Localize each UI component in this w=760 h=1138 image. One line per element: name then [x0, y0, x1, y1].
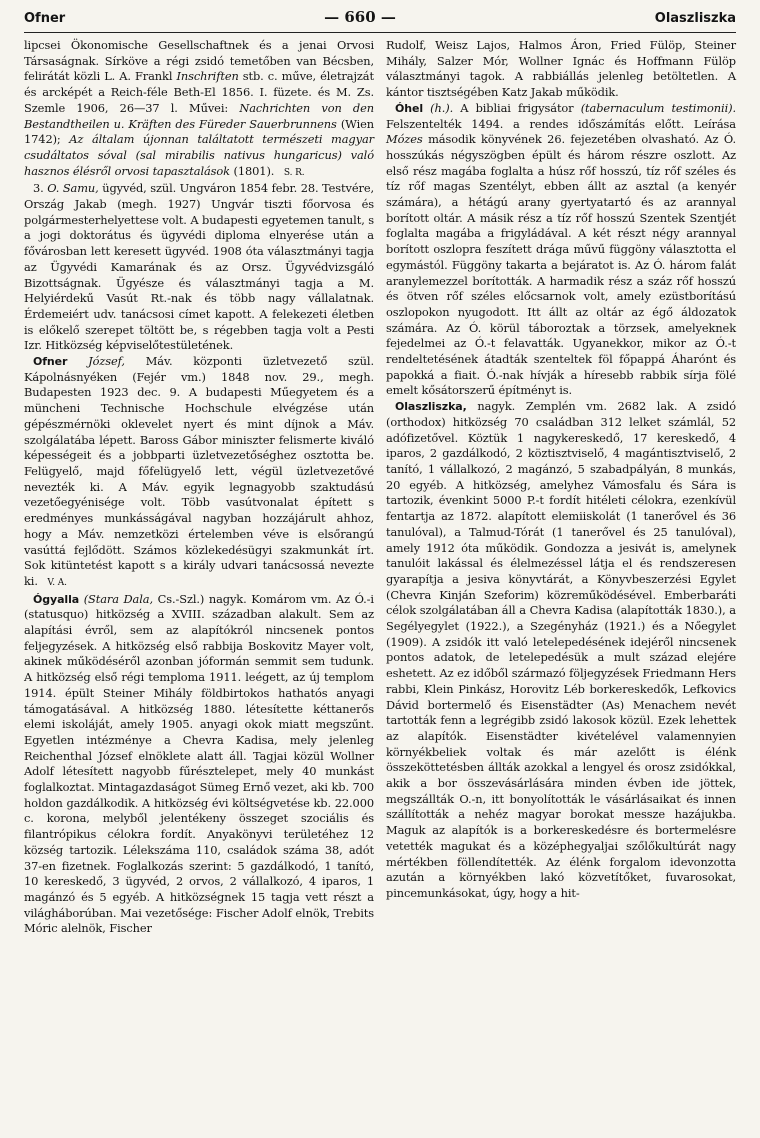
entry-text: Cs.-Szl.) nagyk. Komárom vm. Az Ó.-i (statusquo) hitközség a XVIII. században alakult. Sem az alapítási évről, sem az alapítókról nincsenek pontos feljegyzések. A hitközség első rabbija Boskovitz Mayer volt, akinek működéséről azonban jóformán semmit sem tudunk. A hitközség első régi temploma 1911. leégett, az új templom 1914. épült Steiner Mihály földbirtokos hathatós anyagi támogatásával. A hitközség 1880. létesítette kéttanerős elemi iskoláját, amely 1905. anyagi okok miatt megszűnt. Egyetlen intézménye a Chevra Kadisa, mely jelenleg Reichenthal József elnöklete alatt áll. Tagjai közül Wollner Adolf létesített nagyobb fűrésztelepet, mely 40 munkást foglalkoztat. Mintagazdaságot Sümeg Ernő vezet, aki kb. 700 holdon gazdálkodik. A hitközség évi költségvetése kb. 22.000 c. korona, melyből jelentékeny összeget szociális és filantrópikus célokra fordít. Anyakönyvi területéhez 12 község tartozik. Lélekszáma 110, családok száma 38, adót 37-en fizetnek. Foglalkozás szerint: 5 gazdálkodó, 1 tanító, 10 kereskedő, 3 ügyvéd, 2 orvos, 2 vállalkozó, 4 iparos, 1 magánzó és 5 egyéb. A hitközségnek 15 tagja vett részt a világháborúban. Mai vezetősége: Fischer Adolf elnök, Trebits Móric alelnök, Fischer	[24, 591, 374, 936]
entry-ofner-jozsef	[24, 354, 374, 592]
entry-text: lipcsei Ökonomische Gesellschaftnek és a jenai Orvosi Társaságnak. Sírköve a régi zsidó temetőben van Bécsben, felirátát közli L. A. Frankl	[24, 38, 374, 84]
headword: Ofner	[33, 355, 68, 369]
entry-text: második könyvének 26. fejezetében olvasható. Az Ó. hosszúkás négyszögben épült és három részre oszlott. Az első rész magába foglalta a húsz rőf hosszú, tíz rőf széles és tíz rőf magas Szentélyt, ebben állt az asztal (a kenyér számára), a hétágú arany gyertyatartó és az arannyal borított oltár. A másik rész a tíz rőf hosszú Szentek Szentjét foglalta magába a frigyládával. A két részt négy arannyal borított oszlopra feszített drága művű függöny választotta el egymástól. Függöny takarta a bejáratot is. Az Ó. három falát aranylemezzel borították. A harmadik rész a száz rőf hosszú és ötven rőf széles előcsarnok volt, amely ezüstborítású oszlopokon nyugodott. Itt állt az oltár az égő áldozatok számára. Az Ó. körül táboroztak a törzsek, amelyeknek fejedelmei az Ó.-t felavatták. Ugyanekkor, mikor az Ó.-t rendeltetésének átadták szenteltek föl főpappá Áharónt és papokká a fiait. Ó.-nak hívják a híresebb rabbik sírja fölé emelt kősátorszerű építményt is.	[386, 132, 736, 398]
header-right-word: Olaszliszka	[654, 11, 736, 26]
headword: Ógyalla	[33, 592, 80, 606]
work-title: Inschriften	[176, 69, 239, 84]
entry-ogyalla	[24, 592, 374, 937]
headword: Olaszliszka,	[395, 400, 467, 414]
entry-ofner-samu	[24, 181, 374, 354]
text-columns	[24, 38, 736, 937]
book-name: Mózes	[386, 132, 423, 147]
entry-olaszliszka	[386, 399, 736, 902]
entry-name: József,	[88, 354, 125, 369]
header-rule	[24, 32, 736, 33]
headword: Óhel	[395, 101, 424, 115]
entry-text: (Wien 1742);	[24, 116, 374, 147]
author-signature: S. R.	[283, 167, 305, 178]
alt-name: (Stara Dala,	[83, 591, 154, 606]
entry-name: O. Samu,	[47, 181, 99, 196]
entry-text: (1801).	[233, 163, 275, 178]
right-column	[386, 38, 736, 937]
alt-name: (h.).	[430, 100, 454, 115]
header-left-word: Ofner	[24, 11, 66, 26]
entry-text: nagyk. Zemplén vm. 2682 lak. A zsidó (orthodox) hitközség 70 családban 312 lelket számlál, 52 adófizetővel. Köztük 1 nagykereskedő, 17 kereskedő, 4 iparos, 2 gazdálkodó, 2 köztisztviselő, 4 magántisztviselő, 2 tanító, 1 vállalkozó, 2 magánzó, 5 szabadpályán, 8 munkás, 20 egyéb. A hitközség, amelyhez Vámosfalu és Sára is tartozik, évenkint 5000 P.-t fordít hitéleti célokra, ezenkívül fentartja az 1872. alapított elemiiskolát (1 tanerővel és 36 tanulóval), a Talmud-Tórát (1 tanerővel és 25 tanulóval), amely 1912 óta működik. Gondozza a jesivát is, amelynek tanulóit lakással és élelmezéssel látja el és rendszeresen gyarapítja a jesiva könyvtárát, a Könyvbeszerzési Egylet (Chevra Kinján Szeforim) közreműködésével. Emberbaráti célok szolgálatában áll a Chevra Kadisa (alapították 1830.), a Segélyegylet (1922.), a Szegényház (1921.) és a Nőegylet (1909). A zsidók itt való letelepedésének idejéről nincsenek pontos adatok, de letelepedésük a mult század elejére eshetett. Az ez időből származó följegyzések Friedmann Hers rabbi, Klein Pinkász, Horovitz Léb borkereskedők, Lefkovics Dávid bortermelő és Eisenstädter (As) Menachem nevét tartották fenn a legrégibb zsidó lakosok közül. Ezek lehettek az alapítók. Eisenstädter kivételével valamennyien környékbeliek voltak és már azelőtt is élénk összeköttetésben állták azokkal a lengyel és orosz zsidókkal, akik a bor összevásárlására minden évben ide jöttek, megszállták O.-n, itt bonyolították le vásárlásaikat és innen szállították a nehéz magyar borokat messze hazájukba. Maguk az alapítók is a borkereskedésre és bortermelésre vetették magukat és a középhegyaljai szőlőkultúrát nagy mértékben föllendítették. Az élénk forgalom idevonzotta azután a környékben lakó közvetítőket, fuvarosokat, pincemunkásokat, úgy, hogy a hit-	[386, 399, 736, 900]
work-title: Nachrichten von den Bestandtheilen u. Kräften des Füreder Sauerbrunnens	[24, 100, 374, 131]
page-number: — 660 —	[324, 8, 396, 26]
entry-continuation	[24, 38, 374, 181]
work-title: Az általam újonnan találtatott természeti magyar csudáltatos sóval (sal mirabilis nativus hungaricus) való hasznos élésről orvosi tapasztalások	[24, 132, 374, 178]
entry-text: stb. c. műve, életrajzát és arcképét a Reich-féle Beth-El 1856. I. füzete. és M. Zs. Szemle 1906, 26—37 l. Művei:	[24, 69, 374, 115]
entry-continuation	[386, 38, 736, 101]
left-column	[24, 38, 374, 937]
running-header	[24, 8, 736, 30]
entry-text: ügyvéd, szül. Ungváron 1854 febr. 28. Testvére, Ország Jakab (megh. 1927) Ungvár tiszti főorvosa és polgármesterhelyettese volt. A budapesti egyetemen tanult, s a jogi doktorátus és ügyvédi diploma elnyerése után a fővárosban lett keresett ügyvéd. 1908 óta választmányi tagja az Ügyvédi Kamarának és az Orsz. Ügyvédvizsgáló Bizottságnak. Ügyésze és választmányi tagja a M. Helyiérdekű Vasút Rt.-nak és több nagy vállalatnak. Érdemeiért udv. tanácsosi címet kapott. A felekezeti életben is előkelő szerepet töltött be, s régebben tagja volt a Pesti Izr. Hitközség képviselőtestületének.	[24, 181, 374, 353]
entry-text: Rudolf, Weisz Lajos, Halmos Áron, Fried Fülöp, Steiner Mihály, Salzer Mór, Wollner Ignác és Hoffmann Fülöp választmányi tagok. A rabbiállás jelenleg betöltetlen. A kántor tisztségében Katz Jakab működik.	[386, 38, 736, 100]
entry-number: 3.	[33, 181, 44, 196]
author-signature: V. A.	[47, 577, 67, 588]
entry-text: A bibliai frigysátor	[460, 100, 574, 115]
latin-term: (tabernaculum testimonii).	[580, 100, 736, 115]
entry-ohel	[386, 101, 736, 399]
entry-text: Felszentelték 1494. a rendes időszámítás előtt. Leírása	[386, 116, 736, 131]
entry-text: Máv. központi üzletvezető szül. Kápolnásnyéken (Fejér vm.) 1848 nov. 29., megh. Budapesten 1923 dec. 9. A budapesti Műegyetem és a müncheni Technische Hochschule elvégzése után gépészmérnöki oklevelet nyert és mint díjnok a Máv. szolgálatába lépett. Baross Gábor miniszter felismerte kiváló képességeit és a jobbparti üzletvezetőséghez osztotta be. Felügyelő, majd főfelügyelő lett, végül üzletvezetővé nevezték ki. A Máv. egyik legnagyobb szaktudású vezetőegyénisége volt. Több vasútvonalat épített s eredményes munkásságával nagyban hozzájárult ahhoz, hogy a Máv. nemzetközi értelemben véve is elsőrangú vasúttá fejlődött. Számos közlekedésügyi szakmunkát írt. Sok kitüntetést kapott s a király udvari tanácsossá nevezte ki.	[24, 354, 374, 588]
